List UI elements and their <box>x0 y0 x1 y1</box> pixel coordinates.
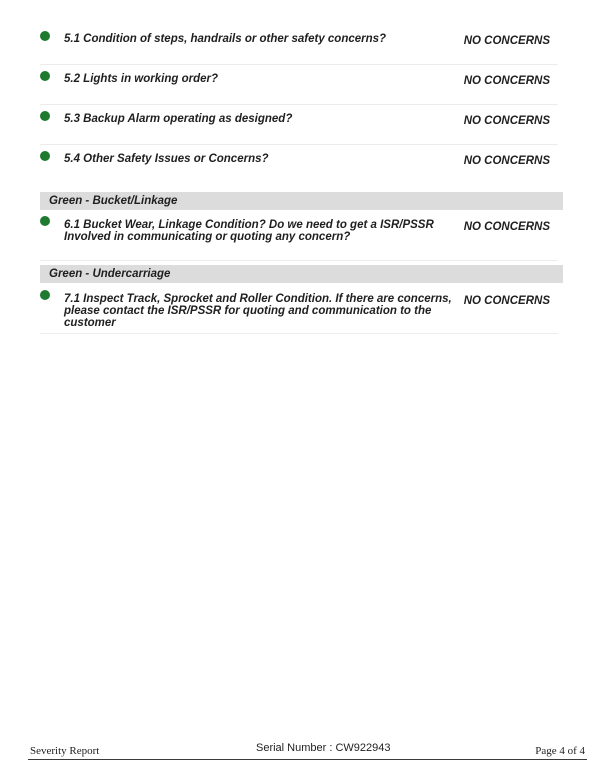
page-footer <box>28 741 587 760</box>
status-dot-icon <box>40 71 50 81</box>
serial-number: Serial Number : CW922943 <box>256 742 391 754</box>
item-status: NO CONCERNS <box>463 35 550 47</box>
status-dot-icon <box>40 111 50 121</box>
item-status: NO CONCERNS <box>463 221 550 233</box>
item-status: NO CONCERNS <box>463 115 550 127</box>
checklist-item-6-1 <box>40 214 558 261</box>
item-status: NO CONCERNS <box>463 155 550 167</box>
section-title: Green - Undercarriage <box>49 268 171 280</box>
item-question: 7.1 Inspect Track, Sprocket and Roller Condition. If there are concerns, please contact the ISR/PSSR for quoting and communication to the customer <box>64 293 452 329</box>
item-question: 5.4 Other Safety Issues or Concerns? <box>64 153 269 165</box>
checklist-item-5-3 <box>40 110 558 145</box>
status-dot-icon <box>40 151 50 161</box>
item-question: 5.3 Backup Alarm operating as designed? <box>64 113 293 125</box>
item-question: 6.1 Bucket Wear, Linkage Condition? Do we need to get a ISR/PSSR Involved in communicating or quoting any concern? <box>64 219 434 243</box>
section-header-undercarriage <box>40 265 563 283</box>
checklist-item-7-1 <box>40 287 558 334</box>
checklist-item-5-4 <box>40 150 558 184</box>
status-dot-icon <box>40 31 50 41</box>
section-header-bucket-linkage <box>40 192 563 210</box>
item-question: 5.1 Condition of steps, handrails or other safety concerns? <box>64 33 387 45</box>
page-number: Page 4 of 4 <box>535 745 585 757</box>
section-title: Green - Bucket/Linkage <box>49 195 178 207</box>
item-question: 5.2 Lights in working order? <box>64 73 218 85</box>
status-dot-icon <box>40 290 50 300</box>
item-status: NO CONCERNS <box>463 75 550 87</box>
status-dot-icon <box>40 216 50 226</box>
checklist-item-5-1 <box>40 30 558 65</box>
item-status: NO CONCERNS <box>463 295 550 307</box>
report-name: Severity Report <box>30 745 100 757</box>
checklist-item-5-2 <box>40 70 558 105</box>
